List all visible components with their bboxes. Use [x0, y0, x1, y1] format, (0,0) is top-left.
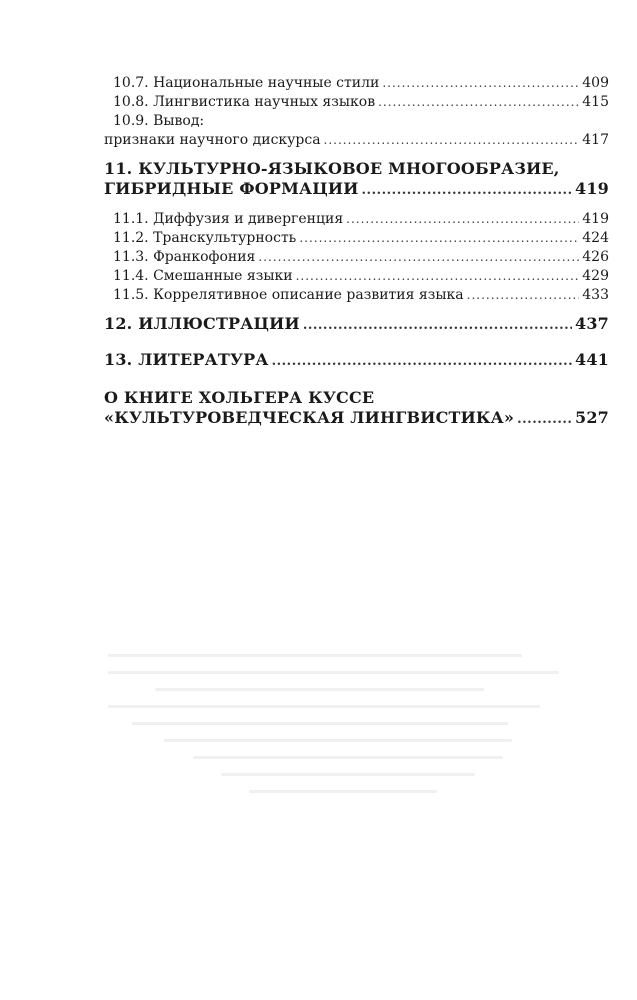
toc-entry-11-1[interactable] — [104, 210, 609, 229]
toc-entry-11-2[interactable] — [104, 229, 609, 248]
dot-leader — [467, 286, 580, 305]
toc-entry-title: 11.2. Транскультурность — [113, 230, 297, 246]
dot-leader — [303, 316, 572, 336]
dot-leader — [272, 352, 572, 372]
toc-page-number: 409 — [582, 75, 609, 91]
chapter-title: 12. ИЛЛЮСТРАЦИИ — [104, 314, 300, 333]
toc-about-book[interactable] — [104, 388, 609, 430]
toc-page-number: 426 — [582, 249, 609, 265]
dot-leader — [382, 74, 579, 93]
dot-leader — [378, 93, 579, 112]
toc-entry-10-7[interactable] — [104, 74, 609, 93]
toc-entry-title-line1: 10.9. Вывод: — [113, 113, 205, 129]
toc-entry-11-5[interactable] — [104, 286, 609, 305]
toc-entry-10-9[interactable] — [104, 112, 609, 150]
toc-page-number: 419 — [575, 179, 609, 198]
dot-leader — [258, 248, 579, 267]
toc-entry-title: 11.3. Франкофония — [113, 249, 256, 265]
dot-leader — [299, 229, 579, 248]
toc-entry-title: 10.7. Национальные научные стили — [113, 75, 380, 91]
chapter-title-line2: ГИБРИДНЫЕ ФОРМАЦИИ — [104, 179, 359, 198]
dot-leader — [517, 410, 572, 430]
chapter-title-line1: 11. КУЛЬТУРНО-ЯЗЫКОВОЕ МНОГООБРАЗИЕ, — [104, 159, 560, 178]
toc-page-number: 429 — [582, 268, 609, 284]
toc-page-number: 417 — [582, 132, 609, 148]
toc-entry-title: 11.4. Смешанные языки — [113, 268, 293, 284]
dot-leader — [324, 131, 580, 150]
dot-leader — [362, 181, 572, 201]
toc-page-number: 424 — [582, 230, 609, 246]
toc-entry-11-3[interactable] — [104, 248, 609, 267]
toc-entry-title: 10.8. Лингвистика научных языков — [113, 94, 376, 110]
dot-leader — [346, 210, 579, 229]
toc-page-number: 433 — [582, 287, 609, 303]
toc-chapter-11[interactable] — [104, 159, 609, 201]
toc-entry-title-line2: признаки научного дискурса — [104, 132, 321, 148]
toc-page-number: 419 — [582, 211, 609, 227]
toc-page-number: 415 — [582, 94, 609, 110]
toc-page-number: 437 — [575, 314, 609, 333]
about-title-line2: «КУЛЬТУРОВЕДЧЕСКАЯ ЛИНГВИСТИКА» — [104, 408, 515, 427]
toc-chapter-13[interactable] — [104, 350, 609, 372]
toc-entry-10-8[interactable] — [104, 93, 609, 112]
bleed-through-shadow — [108, 640, 578, 930]
dot-leader — [296, 267, 580, 286]
table-of-contents — [104, 74, 609, 430]
toc-entry-title: 11.1. Диффузия и дивергенция — [113, 211, 344, 227]
toc-page-number: 441 — [575, 350, 609, 369]
toc-entry-11-4[interactable] — [104, 267, 609, 286]
toc-entry-title: 11.5. Коррелятивное описание развития языка — [113, 287, 464, 303]
chapter-title: 13. ЛИТЕРАТУРА — [104, 350, 269, 369]
toc-chapter-12[interactable] — [104, 314, 609, 336]
toc-page-number: 527 — [575, 408, 609, 427]
about-title-line1: О КНИГЕ ХОЛЬГЕРА КУССЕ — [104, 388, 375, 407]
